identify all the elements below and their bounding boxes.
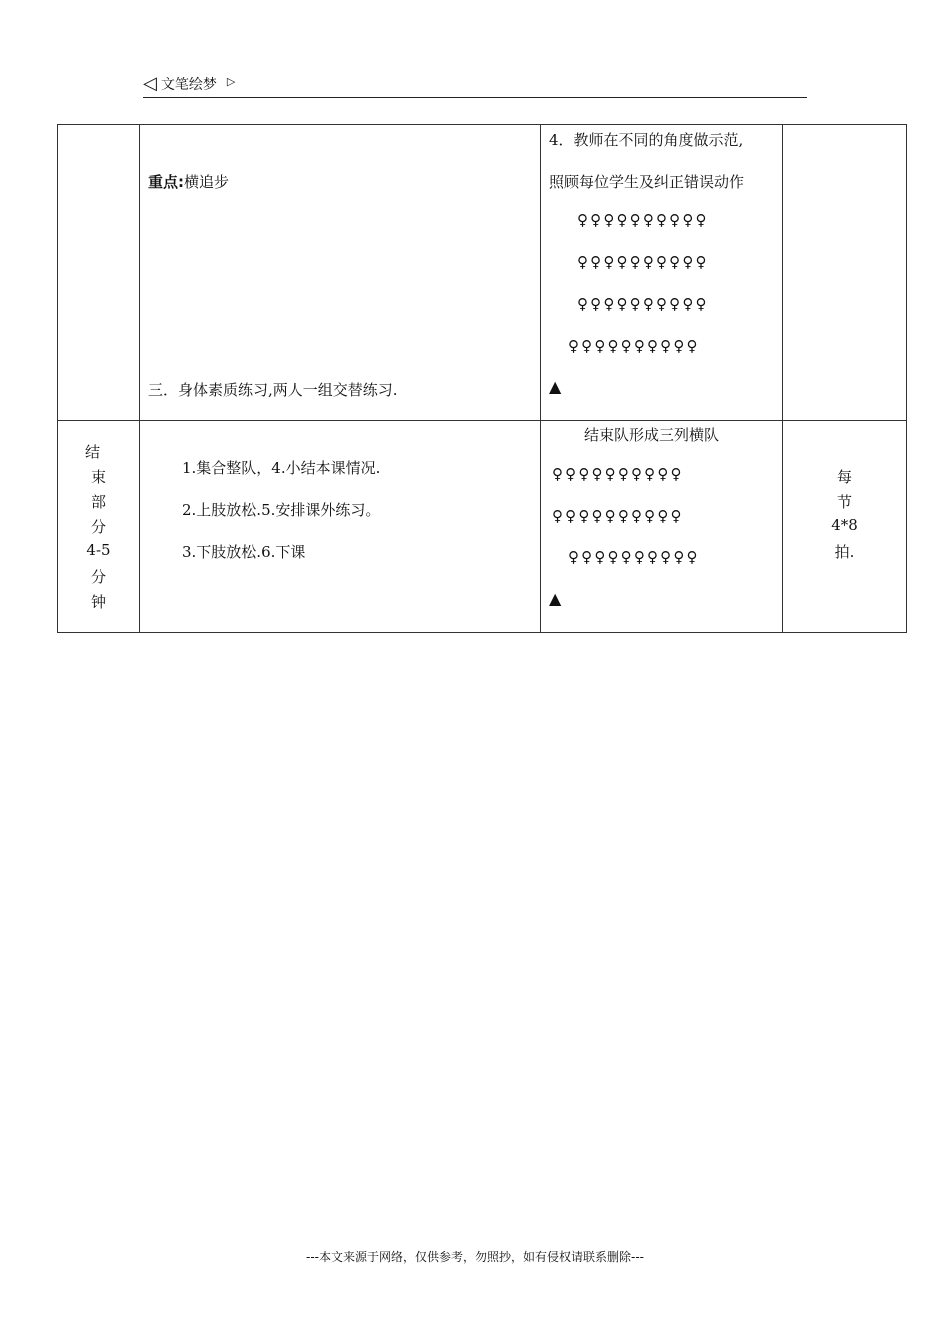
key-point-label: 重点:	[148, 173, 184, 191]
organization-line-1: 4．教师在不同的角度做示范,	[549, 131, 744, 149]
phase-char: 部	[90, 493, 106, 511]
content-cell	[140, 421, 541, 633]
formation-row: ♀♀♀♀♀♀♀♀♀♀	[552, 465, 684, 483]
table-row	[58, 125, 907, 421]
phase-char: 结	[84, 443, 100, 461]
organization-cell	[541, 421, 783, 633]
content-cell	[140, 125, 541, 421]
header-title: 文笔绘梦	[160, 77, 217, 93]
formation-row: ♀♀♀♀♀♀♀♀♀♀	[577, 295, 709, 313]
key-point-value: 横追步	[184, 173, 230, 191]
footer-disclaimer: ---本文来源于网络，仅供参考，勿照抄，如有侵权请联系删除---	[306, 1250, 644, 1264]
notes-char: 4*8	[831, 516, 858, 534]
phase-cell	[58, 421, 140, 633]
fitness-practice-item: 三．身体素质练习,两人一组交替练习.	[148, 381, 398, 399]
teacher-triangle-icon: ▲	[549, 377, 562, 396]
formation-row: ♀♀♀♀♀♀♀♀♀♀	[552, 507, 684, 525]
notes-cell	[783, 421, 907, 633]
phase-char: 分	[90, 568, 106, 586]
formation-row: ♀♀♀♀♀♀♀♀♀♀	[577, 253, 709, 271]
phase-char: 钟	[90, 593, 106, 611]
notes-char: 拍.	[834, 543, 855, 561]
table-row	[58, 421, 907, 633]
formation-row: ♀♀♀♀♀♀♀♀♀♀	[568, 548, 700, 566]
phase-cell	[58, 125, 140, 421]
left-triangle-icon: ◁	[143, 73, 157, 94]
notes-char: 每	[836, 468, 852, 486]
page-header	[143, 74, 235, 94]
formation-row: ♀♀♀♀♀♀♀♀♀♀	[577, 211, 709, 229]
content-line-2: 2.上肢放松.5.安排课外练习。	[182, 501, 381, 519]
lesson-plan-table	[57, 124, 907, 633]
formation-row: ♀♀♀♀♀♀♀♀♀♀	[568, 337, 700, 355]
notes-char: 节	[836, 493, 852, 511]
teacher-triangle-icon: ▲	[549, 589, 562, 608]
phase-char: 分	[90, 518, 106, 536]
header-rule	[143, 97, 807, 98]
content-line-3: 3.下肢放松.6.下课	[182, 543, 306, 561]
organization-line-2: 照顾每位学生及纠正错误动作	[549, 173, 745, 191]
organization-title: 结束队形成三列横队	[584, 426, 720, 444]
notes-cell	[783, 125, 907, 421]
content-line-1: 1.集合整队，4.小结本课情况.	[182, 459, 381, 477]
organization-cell	[541, 125, 783, 421]
key-point	[148, 171, 229, 192]
phase-char: 束	[90, 468, 106, 486]
right-triangle-icon: ▷	[226, 74, 236, 88]
phase-duration: 4-5	[86, 541, 111, 559]
